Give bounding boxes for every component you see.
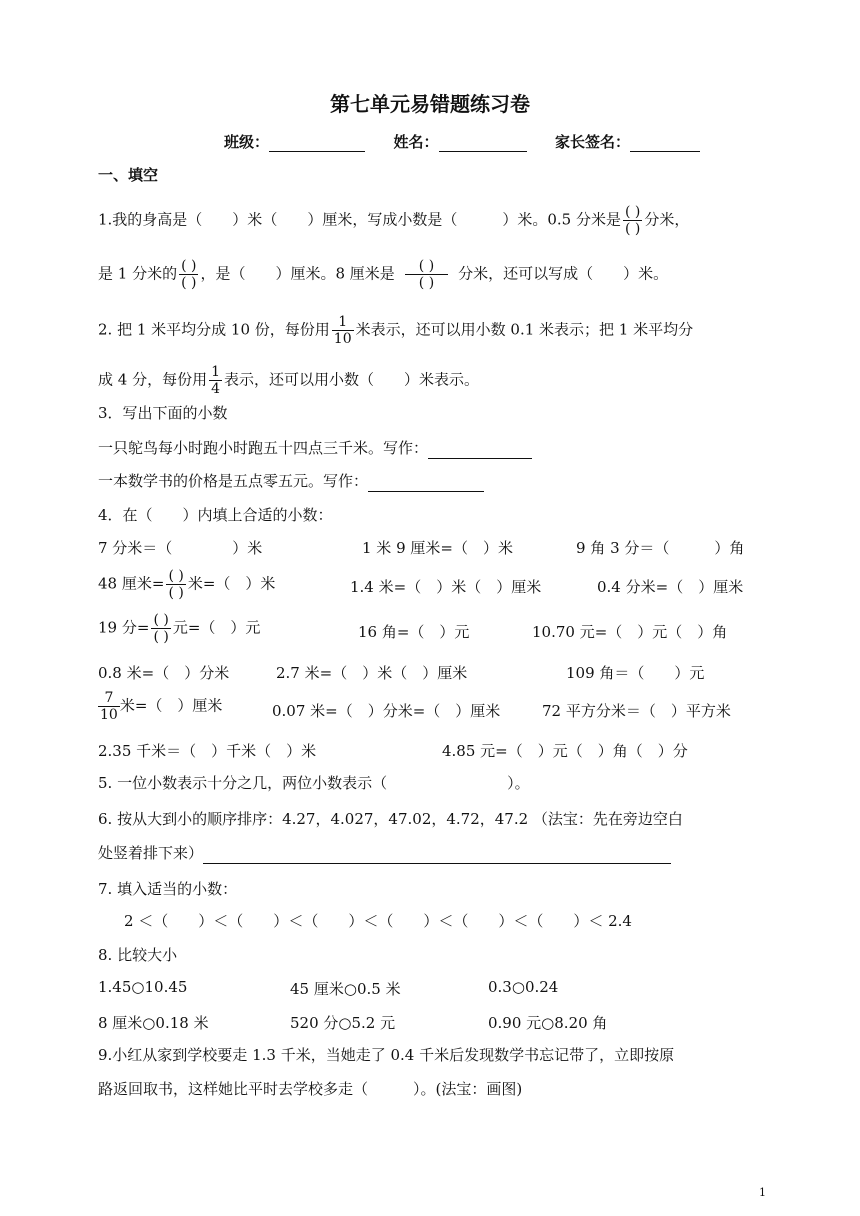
- answer-blank[interactable]: [368, 475, 484, 492]
- question-6-line-2: 处竖着排下来）: [98, 842, 671, 864]
- q4-item: 2.35 千米＝（ ）千米（ ）米: [98, 742, 317, 760]
- compare-item: 45 厘米○0.5 米: [290, 980, 401, 998]
- blank-fraction: $\frac{( )}{( )}$: [624, 204, 641, 237]
- section-fill-in: 一、填空: [98, 166, 159, 184]
- blank-fraction: $\frac{( )}{( )}$: [405, 258, 448, 291]
- blank-fraction: $\frac{( )}{( )}$: [153, 612, 169, 645]
- question-4-head: 4．在（ ）内填上合适的小数：: [98, 506, 333, 524]
- fraction-seven-tenths: $\frac{7}{10}$: [100, 690, 118, 723]
- q4-item: 72 平方分米＝（ ）平方米: [542, 702, 731, 720]
- question-6-line-1: 6. 按从大到小的顺序排序：4.27，4.027，47.02，4.72，47.2 （法宝：先在旁边空白: [98, 810, 683, 828]
- blank-fraction: $\frac{( )}{( )}$: [168, 568, 184, 601]
- q4-item: 1.4 米=（ ）米（ ）厘米: [350, 578, 542, 596]
- q4-item: 4.85 元=（ ）元（ ）角（ ）分: [442, 742, 688, 760]
- answer-blank[interactable]: [428, 442, 532, 459]
- question-7-row: 2 ＜（ ）＜（ ）＜（ ）＜（ ）＜（ ）＜（ ）＜ 2.4: [124, 912, 632, 930]
- q4-item: 7 分米＝（ ）米: [98, 539, 263, 557]
- q4-item: 16 角=（ ）元: [358, 623, 470, 641]
- q4-item: 2.7 米=（ ）米（ ）厘米: [276, 664, 468, 682]
- name-label: 姓名：: [393, 133, 439, 151]
- question-7-head: 7. 填入适当的小数：: [98, 880, 238, 898]
- question-1-line-1: 1.我的身高是（ ）米（ ）厘米，写成小数是（ ）米。0.5 分米是 $\frac{( )}{( )}$ 分米，: [98, 204, 690, 237]
- answer-blank[interactable]: [203, 847, 671, 864]
- compare-item: 520 分○5.2 元: [290, 1014, 396, 1032]
- q4-item: 9 角 3 分＝（ ）角: [576, 539, 745, 557]
- compare-item: 0.3○0.24: [488, 978, 559, 996]
- q4-item: 48 厘米= $\frac{( )}{( )}$ 米=（ ）米: [98, 568, 276, 601]
- name-blank[interactable]: [439, 135, 527, 152]
- question-5: 5. 一位小数表示十分之几，两位小数表示（ ）。: [98, 774, 530, 792]
- class-label: 班级：: [224, 133, 270, 151]
- compare-item: 0.90 元○8.20 角: [488, 1014, 608, 1032]
- q4-item: 0.8 米=（ ）分米: [98, 664, 230, 682]
- page-title: 第七单元易错题练习卷: [330, 92, 530, 116]
- q4-item: 1 米 9 厘米=（ ）米: [362, 539, 513, 557]
- class-blank[interactable]: [269, 135, 365, 152]
- q4-item: 109 角＝（ ）元: [566, 664, 705, 682]
- compare-item: 1.45○10.45: [98, 978, 188, 996]
- q4-item: 19 分= $\frac{( )}{( )}$ 元=（ ）元: [98, 612, 261, 645]
- compare-item: 8 厘米○0.18 米: [98, 1014, 209, 1032]
- question-3-line-1: 一只鸵鸟每小时跑小时跑五十四点三千米。写作：: [98, 437, 532, 459]
- parent-label: 家长签名：: [554, 133, 630, 151]
- question-8-head: 8. 比较大小: [98, 946, 178, 964]
- question-2-line-2: 成 4 分，每份用 $\frac{1}{4}$ 表示，还可以用小数（ ）米表示。: [98, 364, 480, 397]
- q4-item: $\frac{7}{10}$ 米=（ ）厘米: [100, 690, 223, 723]
- q4-item: 10.70 元=（ ）元（ ）角: [532, 623, 728, 641]
- fraction-one-quarter: $\frac{1}{4}$: [211, 364, 221, 397]
- q4-item: 0.07 米=（ ）分米=（ ）厘米: [272, 702, 501, 720]
- question-2-line-1: 2. 把 1 米平均分成 10 份，每份用 $\frac{1}{10}$ 米表示，还可以用小数 0.1 米表示；把 1 米平均分: [98, 314, 694, 347]
- question-9-line-1: 9.小红从家到学校要走 1.3 千米，当她走了 0.4 千米后发现数学书忘记带了，立即按原: [98, 1046, 675, 1064]
- q4-item: 0.4 分米=（ ）厘米: [597, 578, 744, 596]
- question-1-line-2: 是 1 分米的 $\frac{( )}{( )}$ ，是（ ）厘米。8 厘米是 $\frac{( )}{( )}$ 分米，还可以写成（ ）米。: [98, 258, 669, 291]
- page-number: 1: [759, 1186, 766, 1199]
- question-3-line-2: 一本数学书的价格是五点零五元。写作：: [98, 470, 484, 492]
- question-9-line-2: 路返回取书，这样她比平时去学校多走（ ）。(法宝：画图): [98, 1080, 523, 1098]
- student-info: [224, 131, 700, 152]
- fraction-one-tenth: $\frac{1}{10}$: [333, 314, 352, 347]
- blank-fraction: $\frac{( )}{( )}$: [181, 258, 197, 291]
- question-3-head: 3．写出下面的小数: [98, 404, 228, 422]
- parent-blank[interactable]: [630, 135, 700, 152]
